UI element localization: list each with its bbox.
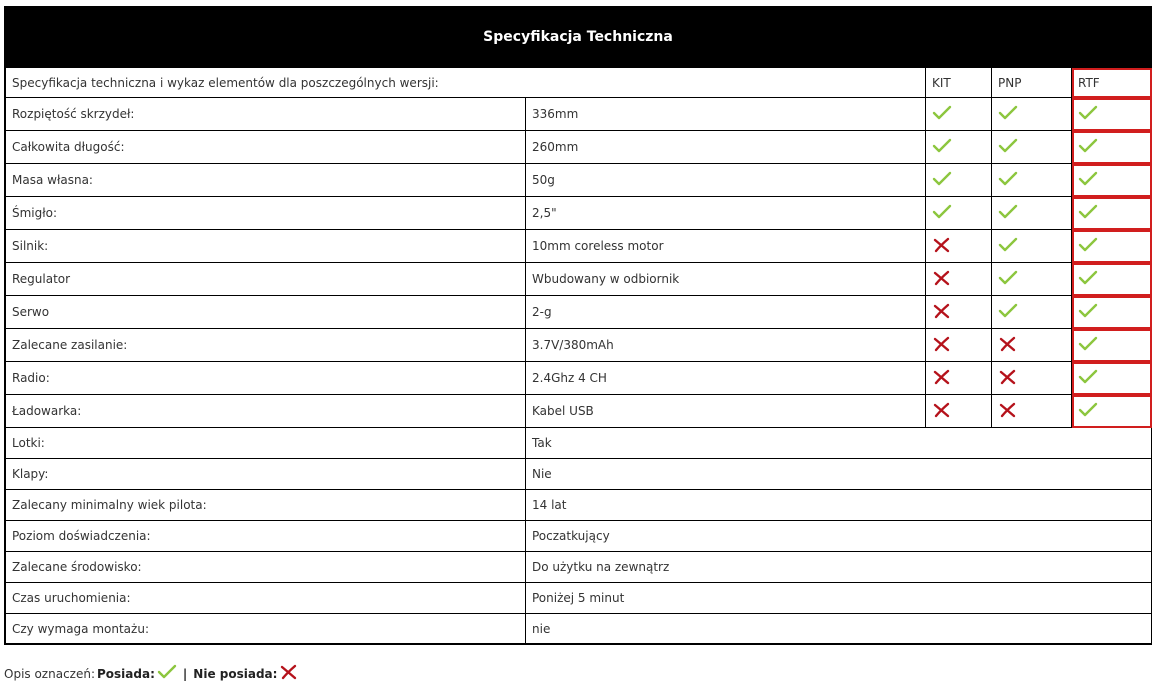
spec-value: 3.7V/380mAh bbox=[526, 329, 926, 362]
spec-value: Kabel USB bbox=[526, 395, 926, 428]
pnp-check-icon bbox=[992, 197, 1072, 230]
rtf-check-icon bbox=[1072, 395, 1152, 428]
spec-label: Serwo bbox=[6, 296, 526, 329]
info-value: Tak bbox=[526, 428, 1152, 459]
legend-prefix: Opis oznaczeń: bbox=[4, 666, 95, 681]
intro-cell: Specyfikacja techniczna i wykaz elementów dla poszczególnych wersji: bbox=[6, 68, 926, 98]
spec-label: Śmigło: bbox=[6, 197, 526, 230]
kit-cross-icon bbox=[926, 362, 992, 395]
info-label: Czas uruchomienia: bbox=[6, 583, 526, 614]
table-row bbox=[6, 614, 1152, 644]
table-row bbox=[6, 230, 1152, 263]
table-row bbox=[6, 428, 1152, 459]
pnp-cross-icon bbox=[992, 329, 1072, 362]
rtf-check-icon bbox=[1072, 98, 1152, 131]
spec-label: Ładowarka: bbox=[6, 395, 526, 428]
rtf-check-icon bbox=[1072, 263, 1152, 296]
col-kit: KIT bbox=[926, 68, 992, 98]
kit-cross-icon bbox=[926, 230, 992, 263]
table-row bbox=[6, 552, 1152, 583]
spec-label: Rozpiętość skrzydeł: bbox=[6, 98, 526, 131]
spec-value: 2,5" bbox=[526, 197, 926, 230]
pnp-check-icon bbox=[992, 263, 1072, 296]
info-value: Poniżej 5 minut bbox=[526, 583, 1152, 614]
spec-table-container bbox=[4, 6, 1152, 645]
spec-value: 336mm bbox=[526, 98, 926, 131]
info-label: Czy wymaga montażu: bbox=[6, 614, 526, 644]
info-value: Nie bbox=[526, 459, 1152, 490]
kit-check-icon bbox=[926, 197, 992, 230]
spec-title: Specyfikacja Techniczna bbox=[483, 29, 673, 45]
table-row bbox=[6, 362, 1152, 395]
spec-header bbox=[5, 7, 1151, 67]
table-row bbox=[6, 395, 1152, 428]
pnp-cross-icon bbox=[992, 362, 1072, 395]
table-row bbox=[6, 521, 1152, 552]
spec-label: Silnik: bbox=[6, 230, 526, 263]
kit-check-icon bbox=[926, 131, 992, 164]
legend-check-icon bbox=[157, 664, 177, 683]
table-row bbox=[6, 329, 1152, 362]
spec-label: Całkowita długość: bbox=[6, 131, 526, 164]
rtf-check-icon bbox=[1072, 164, 1152, 197]
pnp-check-icon bbox=[992, 296, 1072, 329]
table-row bbox=[6, 98, 1152, 131]
spec-label: Masa własna: bbox=[6, 164, 526, 197]
info-value: 14 lat bbox=[526, 490, 1152, 521]
info-value: nie bbox=[526, 614, 1152, 644]
table-row bbox=[6, 459, 1152, 490]
info-value: Do użytku na zewnątrz bbox=[526, 552, 1152, 583]
kit-check-icon bbox=[926, 164, 992, 197]
spec-value: 2-g bbox=[526, 296, 926, 329]
spec-label: Regulator bbox=[6, 263, 526, 296]
legend bbox=[4, 664, 299, 683]
legend-cross-icon bbox=[279, 664, 299, 683]
rtf-check-icon bbox=[1072, 362, 1152, 395]
kit-cross-icon bbox=[926, 263, 992, 296]
pnp-check-icon bbox=[992, 131, 1072, 164]
spec-value: 260mm bbox=[526, 131, 926, 164]
table-row bbox=[6, 490, 1152, 521]
kit-cross-icon bbox=[926, 296, 992, 329]
info-label: Zalecane środowisko: bbox=[6, 552, 526, 583]
table-row bbox=[6, 263, 1152, 296]
rtf-check-icon bbox=[1072, 296, 1152, 329]
table-row bbox=[6, 197, 1152, 230]
pnp-check-icon bbox=[992, 164, 1072, 197]
info-label: Zalecany minimalny wiek pilota: bbox=[6, 490, 526, 521]
legend-has-not-label: Nie posiada: bbox=[193, 666, 278, 681]
spec-value: 10mm coreless motor bbox=[526, 230, 926, 263]
legend-separator: | bbox=[182, 666, 188, 681]
table-row bbox=[6, 583, 1152, 614]
info-value: Poczatkujący bbox=[526, 521, 1152, 552]
spec-label: Zalecane zasilanie: bbox=[6, 329, 526, 362]
rtf-check-icon bbox=[1072, 230, 1152, 263]
spec-value: 2.4Ghz 4 CH bbox=[526, 362, 926, 395]
pnp-check-icon bbox=[992, 98, 1072, 131]
pnp-cross-icon bbox=[992, 395, 1072, 428]
spec-value: Wbudowany w odbiornik bbox=[526, 263, 926, 296]
rtf-check-icon bbox=[1072, 329, 1152, 362]
col-rtf: RTF bbox=[1072, 68, 1152, 98]
table-row bbox=[6, 164, 1152, 197]
pnp-check-icon bbox=[992, 230, 1072, 263]
col-pnp: PNP bbox=[992, 68, 1072, 98]
spec-value: 50g bbox=[526, 164, 926, 197]
spec-label: Radio: bbox=[6, 362, 526, 395]
info-label: Klapy: bbox=[6, 459, 526, 490]
table-header-row bbox=[6, 68, 1152, 98]
info-label: Poziom doświadczenia: bbox=[6, 521, 526, 552]
kit-check-icon bbox=[926, 98, 992, 131]
spec-table bbox=[5, 67, 1152, 644]
kit-cross-icon bbox=[926, 329, 992, 362]
kit-cross-icon bbox=[926, 395, 992, 428]
rtf-check-icon bbox=[1072, 197, 1152, 230]
legend-has-label: Posiada: bbox=[97, 666, 155, 681]
rtf-check-icon bbox=[1072, 131, 1152, 164]
table-row bbox=[6, 296, 1152, 329]
info-label: Lotki: bbox=[6, 428, 526, 459]
table-row bbox=[6, 131, 1152, 164]
